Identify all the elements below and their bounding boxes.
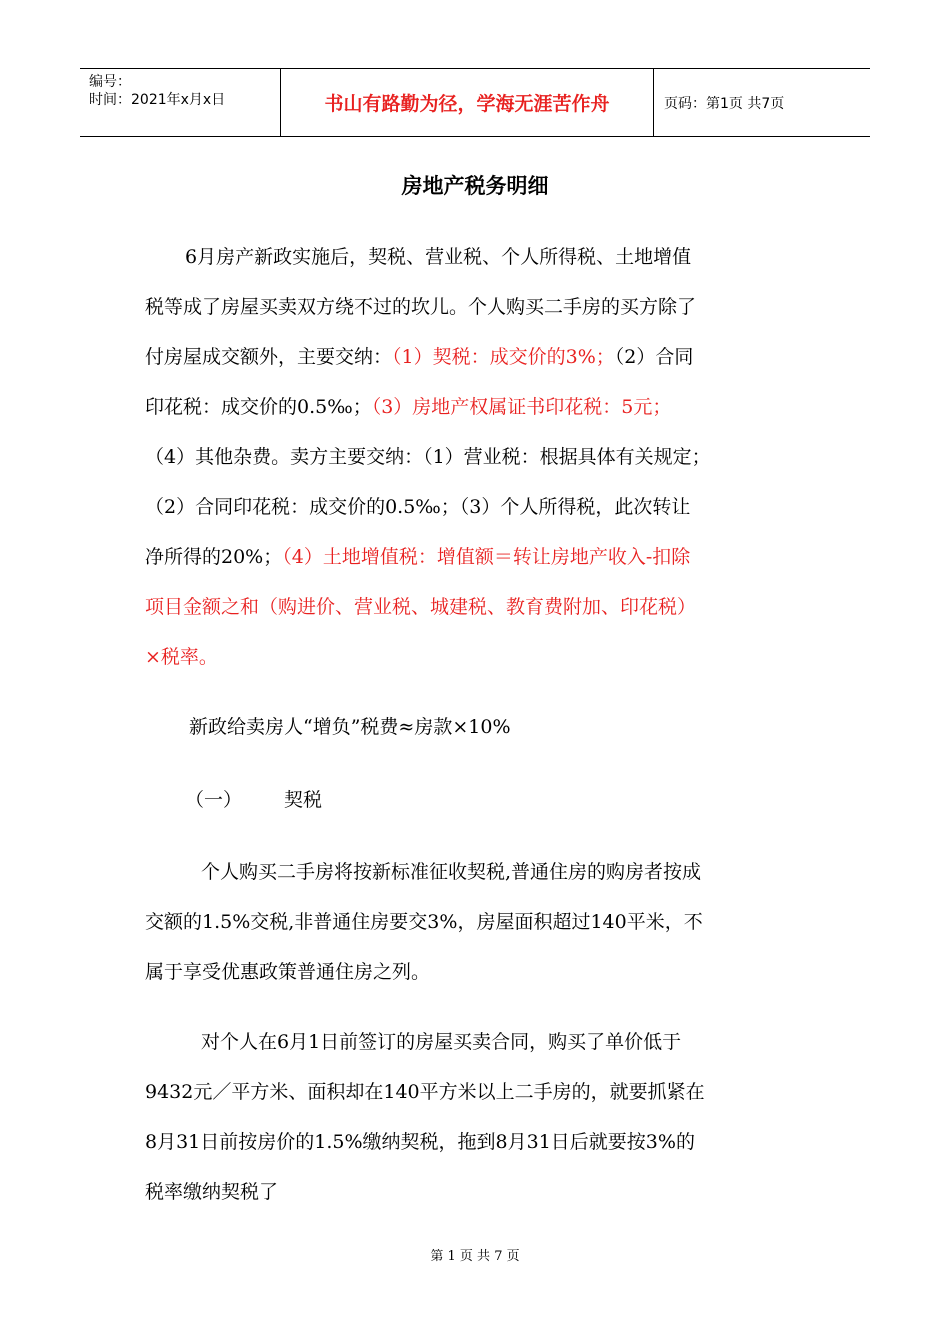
text-line: 税率缴纳契税了	[145, 1181, 279, 1203]
red-highlight: （1）契税：成交价的3%；	[392, 346, 615, 368]
intro-paragraph	[145, 232, 815, 682]
text-line: 属于享受优惠政策普通住房之列。	[145, 961, 431, 983]
text-line: 个人购买二手房将按新标准征收契税,普通住房的购房者按成	[201, 861, 702, 883]
text-line: 8月31日前按房价的1.5%缴纳契税，拖到8月31日后就要按3%的	[145, 1131, 695, 1153]
text-line: （2）合同印花税：成交价的0.5‰；（3）个人所得税，此次转让	[145, 496, 691, 518]
text-line: 6月房产新政实施后，契税、营业税、个人所得税、土地增值	[185, 246, 692, 268]
page-footer: 第 1 页 共 7 页	[430, 1249, 520, 1264]
text-line: ×税率。	[145, 646, 218, 668]
code-label: 编号：	[89, 74, 131, 90]
header-meta	[80, 69, 281, 136]
text-line: 付房屋成交额外，主要交纳：（1）契税：成交价的3%；（2）合同	[145, 346, 694, 368]
text-line: （4）其他杂费。卖方主要交纳：（1）营业税：根据具体有关规定；	[145, 446, 711, 468]
date-label: 时间：2021年x月x日	[89, 92, 226, 108]
section-title: 契税	[284, 789, 323, 811]
red-highlight: （4）土地增值税：增值额＝转让房地产收入-扣除	[282, 546, 691, 568]
text-line: 交额的1.5%交税,非普通住房要交3%，房屋面积超过140平米，不	[145, 911, 703, 933]
text-line: 项目金额之和（购进价、营业税、城建税、教育费附加、印花税）	[145, 596, 697, 618]
red-highlight: （3）房地产权属证书印花税：5元；	[371, 396, 672, 418]
section-heading	[145, 775, 815, 825]
page-header	[80, 68, 870, 137]
text-line: 9432元／平方米、面积却在140平方米以上二手房的，就要抓紧在	[145, 1081, 705, 1103]
header-motto: 书山有路勤为径，学海无涯苦作舟	[281, 69, 654, 136]
document-title: 房地产税务明细	[401, 174, 549, 198]
header-page-info: 页码：第1页 共7页	[664, 95, 785, 112]
contract-paragraph	[145, 1017, 815, 1217]
text-line: 税等成了房屋买卖双方绕不过的坎儿。个人购买二手房的买方除了	[145, 296, 697, 318]
text-line: 印花税：成交价的0.5‰；（3）房地产权属证书印花税：5元；	[145, 396, 672, 418]
text-line: 净所得的20%；（4）土地增值税：增值额＝转让房地产收入-扣除	[145, 546, 691, 568]
section-number: （一）	[185, 789, 243, 811]
text-line: 对个人在6月1日前签订的房屋买卖合同，购买了单价低于	[201, 1031, 682, 1053]
deed-tax-paragraph	[145, 847, 815, 997]
summary-line: 新政给卖房人“增负”税费≈房款×10%	[189, 716, 511, 738]
